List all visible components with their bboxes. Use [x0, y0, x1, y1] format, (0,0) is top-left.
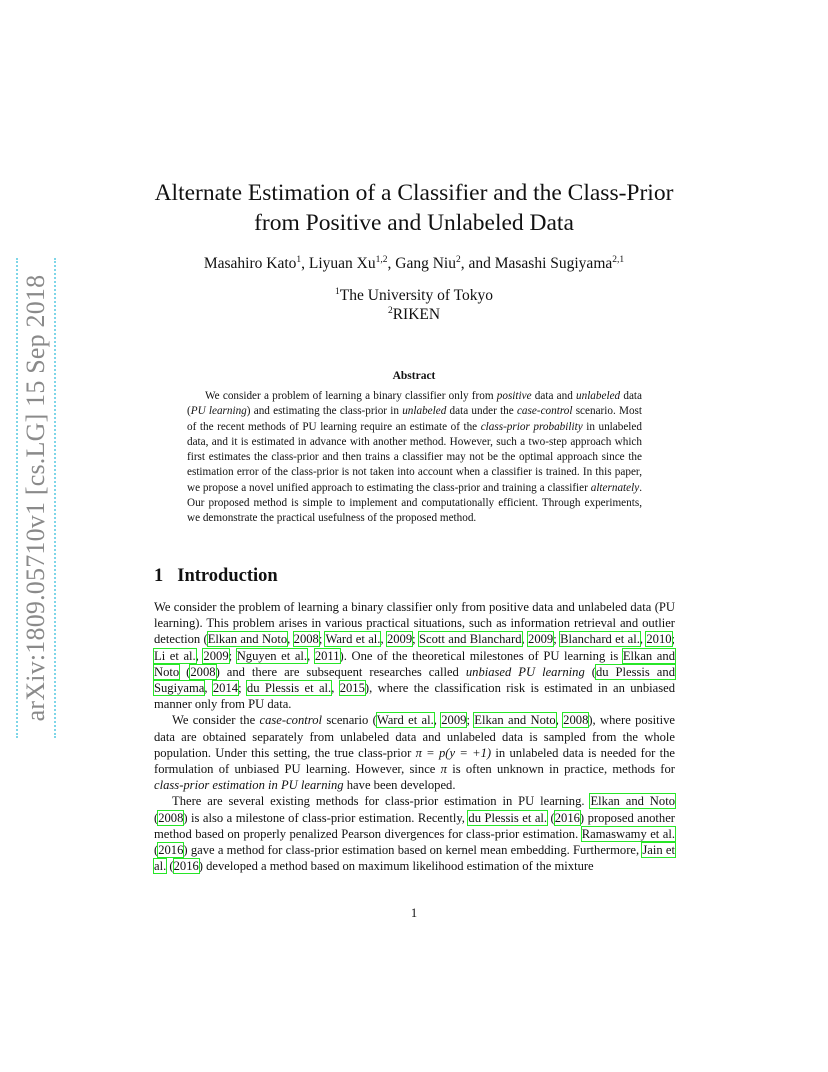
citation-year-link[interactable]: 2016	[554, 810, 580, 825]
separator: ;	[553, 632, 561, 647]
arxiv-sidebar	[16, 258, 56, 738]
separator: ;	[238, 681, 247, 696]
math-expression: π = p(y = +1)	[415, 745, 492, 760]
arxiv-stamp[interactable]: arXiv:1809.05710v1 [cs.LG] 15 Sep 2018	[21, 274, 50, 722]
affil-name: The University of Tokyo	[339, 287, 493, 304]
citation-link[interactable]: Scott and Blanchard	[419, 632, 522, 647]
citation-link[interactable]: Ward et al.	[376, 713, 434, 728]
author-name: , and Masashi Sugiyama	[460, 255, 613, 272]
abstract-text: scenario. Most of the recent methods of PU learning require an estimate of the	[187, 405, 642, 433]
body-text: (	[584, 664, 596, 679]
citation-link[interactable]: Elkan and Noto	[590, 794, 675, 809]
body-text: ) gave a method for class-prior estimation based on kernel mean embedding. Furthermore,	[183, 843, 643, 858]
abstract-emphasis: positive	[496, 390, 532, 402]
citation-year-link[interactable]: 2011	[314, 648, 340, 663]
author-affil-sup: 2,1	[612, 255, 625, 265]
citation-year-link[interactable]: 2009	[386, 632, 413, 647]
abstract-emphasis: unlabeled	[576, 390, 621, 402]
paper-title	[120, 178, 708, 238]
affil-name: RIKEN	[392, 306, 441, 323]
page-number: 1	[410, 906, 418, 920]
author-name: , Liyuan Xu	[301, 255, 376, 272]
separator: ;	[412, 632, 419, 647]
author-name: , Gang Niu	[387, 255, 456, 272]
introduction-body	[154, 599, 675, 874]
citation-year-link[interactable]: 2016	[173, 859, 199, 874]
body-text: ). One of the theoretical milestones of PU learning is	[339, 648, 623, 663]
citation-link[interactable]: Jain et al.	[154, 843, 675, 874]
citation-link[interactable]: du Plessis and Sugiyama	[154, 664, 675, 696]
body-text: scenario (	[322, 713, 377, 728]
citation-year-link[interactable]: 2014	[212, 681, 239, 696]
abstract-text: in unlabeled data, and it is estimated in advance with another method. However, such a two-step approach which first estimates the class-prior and then trains a classifier may not be the optimal approach since the estimation error of the class-prior is not taken into account when a classifier is trained. In this paper, we propose a novel unified approach to estimating the class-prior and training a classifier	[187, 420, 642, 494]
intro-paragraph-3: There are several existing methods for class-prior estimation in PU learning. Elkan and Noto (2008) is also a milestone of class-prior estimation. Recently, du Plessis et al. (2016) proposed another method based on properly penalized Pearson divergences for class-prior estimation. Ramaswamy et al. (2016) gave a method for class-prior estimation based on kernel mean embedding. Furthermore, Jain et al. (2016) developed a method based on maximum likelihood estimation of the mixture	[154, 794, 675, 874]
citation-year-link[interactable]: 2016	[158, 843, 184, 858]
author-list	[110, 254, 718, 274]
intro-paragraph-2: We consider the case-control scenario (Ward et al., 2009; Elkan and Noto, 2008), where positive data are obtained separately from unlabeled data and unlabeled data is sampled from the whole population. Under this setting, the true class-prior π = p(y = +1) in unlabeled data is needed for the formulation of unbiased PU learning. However, since π is often unknown in practice, methods for class-prior estimation in PU learning have been developed.	[154, 713, 676, 793]
affiliations	[220, 286, 608, 324]
abstract-paragraph	[187, 389, 642, 527]
abstract-text: ) and estimating the class-prior in	[246, 405, 403, 418]
body-text: ) developed a method based on maximum likelihood estimation of the mixture	[198, 859, 594, 874]
abstract-emphasis: unlabeled	[402, 405, 447, 418]
citation-link[interactable]: du Plessis et al.	[246, 681, 332, 696]
body-emphasis: case-control	[259, 713, 322, 728]
citation-link[interactable]: Elkan and Noto	[207, 632, 288, 647]
author-affil-sup: 1	[296, 255, 302, 265]
citation-year-link[interactable]: 2008	[293, 632, 319, 647]
citation-link[interactable]: Elkan and Noto	[154, 648, 675, 679]
citation-year-link[interactable]: 2010	[646, 632, 672, 647]
citation-year-link[interactable]: 2009	[528, 632, 554, 647]
abstract-heading: Abstract	[392, 370, 436, 382]
citation-link[interactable]: Nguyen et al.	[236, 648, 308, 663]
body-text: There are several existing methods for class-prior estimation in PU learning.	[172, 794, 591, 809]
abstract-emphasis: PU learning	[190, 405, 247, 418]
citation-link[interactable]: Elkan and Noto	[474, 713, 556, 728]
body-text: ), where the classification risk is estimated in an unbiased manner only from PU data.	[154, 681, 675, 712]
body-text: in unlabeled data is needed for the formulation of unbiased PU learning. However, since	[154, 745, 675, 777]
body-text: is often unknown in practice, methods for	[446, 762, 675, 777]
citation-year-link[interactable]: 2015	[339, 681, 365, 696]
separator: ;	[228, 648, 237, 663]
body-text: ), where positive data are obtained separately from unlabeled data and unlabeled data is sampled from the whole population. Under this setting, the true class-prior	[154, 713, 676, 760]
section-title: Introduction	[177, 566, 278, 586]
abstract-emphasis: alternately	[590, 481, 640, 494]
body-text: We consider the	[172, 713, 260, 728]
citation-year-link[interactable]: 2008	[563, 713, 589, 728]
abstract-text: We consider a problem of learning a binary classifier only from	[205, 390, 497, 402]
body-text: We consider the problem of learning a binary classifier only from positive data and unlabeled data (PU learning). This problem arises in various practical situations, such as information retrieval and outlier detection (	[154, 600, 675, 647]
affiliation-2	[220, 305, 608, 324]
affil-sup: 2	[387, 306, 393, 316]
separator: ;	[466, 713, 475, 728]
math-symbol: π	[440, 762, 447, 777]
citation-link[interactable]: Ward et al.	[325, 632, 381, 647]
abstract-emphasis: class-prior probability	[480, 420, 583, 433]
section-heading-introduction	[154, 564, 554, 588]
affil-sup: 1	[335, 287, 340, 297]
separator: ;	[671, 632, 676, 647]
affiliation-1	[220, 286, 608, 305]
title-line-1: Alternate Estimation of a Classifier and the Class-Prior	[154, 180, 674, 206]
intro-paragraph-1: We consider the problem of learning a binary classifier only from positive data and unlabeled data (PU learning). This problem arises in various practical situations, such as information retrieval and outlier detection (Elkan and Noto, 2008; Ward et al., 2009; Scott and Blanchard, 2009; Blanchard et al., 2010; Li et al., 2009; Nguyen et al., 2011). One of the theoretical milestones of PU learning is Elkan and Noto (2008) and there are subsequent researches called unbiased PU learning (du Plessis and Sugiyama, 2014; du Plessis et al., 2015), where the classification risk is estimated in an unbiased manner only from PU data.	[154, 600, 676, 712]
citation-link[interactable]: Blanchard et al.	[560, 632, 640, 647]
abstract-text: . Our proposed method is simple to implement and computationally efficient. Through experiments, we demonstrate the practical usefulness of the proposed method.	[187, 481, 642, 525]
abstract-text: data under the	[446, 405, 517, 418]
abstract-emphasis: case-control	[516, 405, 573, 418]
body-text: ) and there are subsequent researches called	[215, 664, 466, 679]
body-emphasis: unbiased PU learning	[465, 664, 585, 679]
abstract-text: data and	[531, 390, 577, 402]
body-text: have been developed.	[343, 778, 456, 793]
citation-link[interactable]: Ramaswamy et al.	[581, 826, 675, 841]
citation-year-link[interactable]: 2009	[441, 713, 467, 728]
citation-year-link[interactable]: 2008	[158, 810, 184, 825]
section-number: 1	[154, 566, 164, 586]
author-affil-sup: 2	[455, 255, 461, 265]
body-text: ) proposed another method based on properly penalized Pearson divergences for class-prior estimation.	[154, 810, 675, 841]
separator: ;	[318, 632, 326, 647]
author-affil-sup: 1,2	[375, 255, 388, 265]
citation-year-link[interactable]: 2008	[190, 664, 216, 679]
body-text: ) is also a milestone of class-prior estimation. Recently,	[183, 810, 469, 825]
abstract-body	[187, 389, 642, 527]
citation-year-link[interactable]: 2009	[203, 648, 229, 663]
citation-link[interactable]: du Plessis et al.	[468, 810, 548, 825]
citation-link[interactable]: Li et al.	[154, 648, 196, 663]
title-line-2: from Positive and Unlabeled Data	[254, 210, 574, 236]
author-name: Masahiro Kato	[203, 255, 297, 272]
abstract-text: data (	[187, 390, 642, 418]
body-emphasis: class-prior estimation in PU learning	[154, 778, 344, 793]
